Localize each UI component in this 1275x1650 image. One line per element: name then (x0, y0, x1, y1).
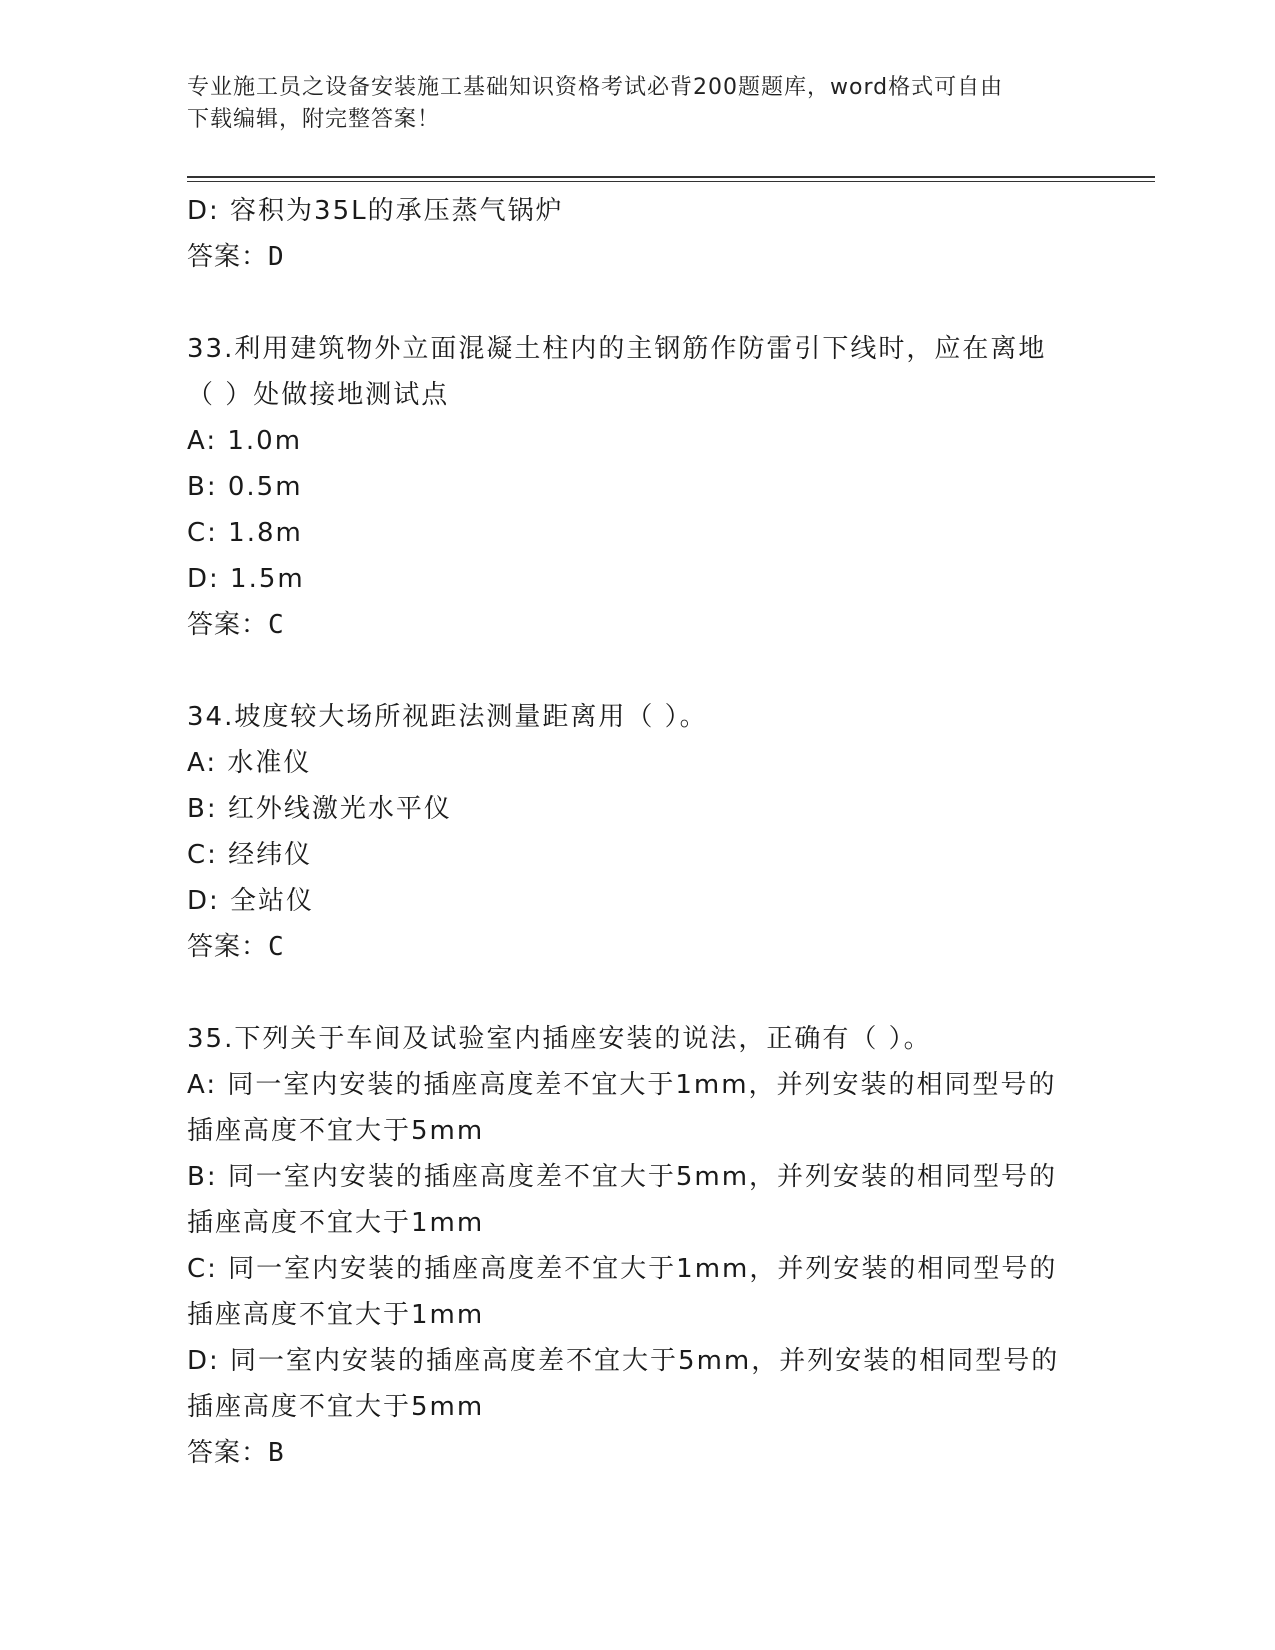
question-33 (187, 326, 1087, 648)
q35-stem: 35.下列关于车间及试验室内插座安装的说法，正确有（ ）。 (187, 1024, 932, 1054)
document-header (187, 72, 1087, 136)
spacer (187, 280, 1087, 326)
q35-option-b-line-1: B: 同一室内安装的插座高度差不宜大于5mm，并列安装的相同型号的 (187, 1162, 1058, 1192)
q32-option-d: D: 容积为35L的承压蒸气锅炉 (187, 196, 564, 226)
q33-option-b: B: 0.5m (187, 472, 303, 502)
q35-option-c-line-1: C: 同一室内安装的插座高度差不宜大于1mm，并列安装的相同型号的 (187, 1254, 1058, 1284)
q35-option-a-line-1: A: 同一室内安装的插座高度差不宜大于1mm，并列安装的相同型号的 (187, 1070, 1057, 1100)
q34-stem: 34.坡度较大场所视距法测量距离用（ ）。 (187, 702, 708, 732)
spacer (187, 970, 1087, 1016)
q33-stem-line-1: 33.利用建筑物外立面混凝土柱内的主钢筋作防雷引下线时，应在离地 (187, 334, 1047, 364)
q34-option-c: C: 经纬仪 (187, 840, 313, 870)
q33-answer: 答案：C (187, 610, 285, 640)
header-divider-thin (187, 181, 1155, 182)
question-content (187, 188, 1087, 1476)
header-title-line-2: 下载编辑，附完整答案！ (187, 107, 441, 132)
q33-option-d: D: 1.5m (187, 564, 305, 594)
q35-answer: 答案：B (187, 1438, 285, 1468)
q35-option-a-line-2: 插座高度不宜大于5mm (187, 1116, 485, 1146)
q34-option-d: D: 全站仪 (187, 886, 315, 916)
q34-option-b: B: 红外线激光水平仪 (187, 794, 452, 824)
q33-option-a: A: 1.0m (187, 426, 303, 456)
q35-option-d-line-1: D: 同一室内安装的插座高度差不宜大于5mm，并列安装的相同型号的 (187, 1346, 1060, 1376)
question-34 (187, 694, 1087, 970)
q33-stem-line-2: （ ）处做接地测试点 (187, 380, 450, 410)
q33-option-c: C: 1.8m (187, 518, 303, 548)
header-title-line-1: 专业施工员之设备安装施工基础知识资格考试必背200题题库，word格式可自由 (187, 75, 1004, 100)
q34-option-a: A: 水准仪 (187, 748, 312, 778)
q35-option-c-line-2: 插座高度不宜大于1mm (187, 1300, 485, 1330)
q32-answer: 答案：D (187, 242, 285, 272)
q34-answer: 答案：C (187, 932, 285, 962)
spacer (187, 648, 1087, 694)
question-35 (187, 1016, 1087, 1476)
q35-option-b-line-2: 插座高度不宜大于1mm (187, 1208, 485, 1238)
header-divider-thick (187, 176, 1155, 178)
q35-option-d-line-2: 插座高度不宜大于5mm (187, 1392, 485, 1422)
question-32-fragment (187, 188, 1087, 280)
